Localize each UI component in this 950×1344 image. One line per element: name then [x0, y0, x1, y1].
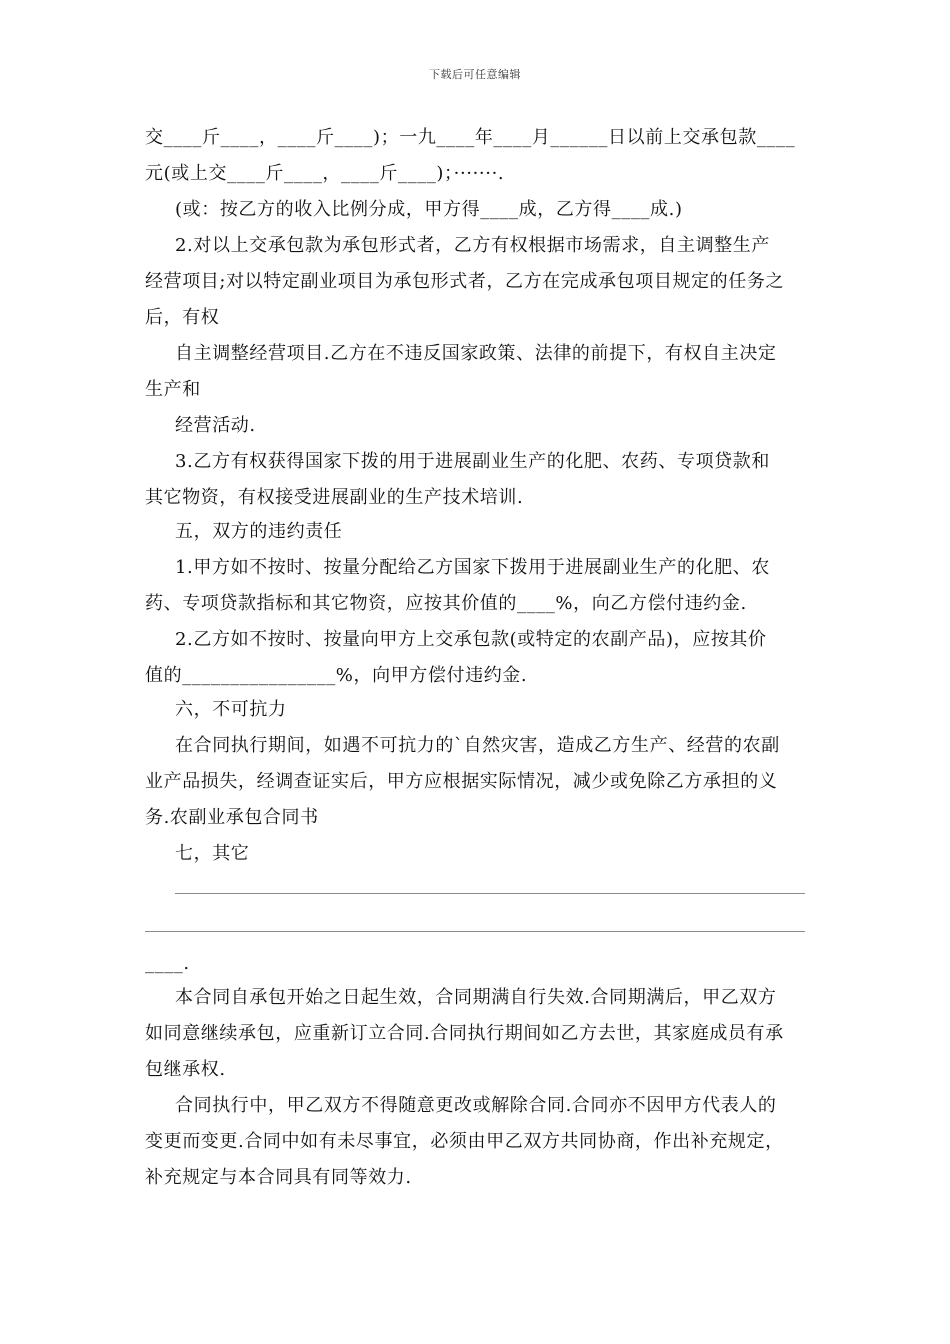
text-line: 2.对以上交承包款为承包形式者，乙方有权根据市场需求，自主调整生产: [175, 235, 770, 256]
text-line: 如同意继续承包，应重新订立合同.合同执行期间如乙方去世，其家庭成员有承: [145, 1023, 784, 1044]
text-line: (或：按乙方的收入比例分成，甲方得____成，乙方得____成.): [175, 199, 683, 220]
page-header: 下载后可任意编辑: [429, 68, 521, 81]
text-line: 后，有权: [145, 307, 220, 328]
text-line: ____.: [145, 953, 190, 974]
blank-fill-line: [175, 893, 805, 894]
text-line: 在合同执行期间，如遇不可抗力的`自然灾害，造成乙方生产、经营的农副: [175, 735, 780, 756]
section-heading: 六，不可抗力: [175, 699, 287, 720]
text-line: 经营项目;对以特定副业项目为承包形式者，乙方在完成承包项目规定的任务之: [145, 271, 785, 292]
text-line: 补充规定与本合同具有同等效力.: [145, 1167, 412, 1188]
text-line: 其它物资，有权接受进展副业的生产技术培训.: [145, 487, 524, 508]
text-line: 自主调整经营项目.乙方在不违反国家政策、法律的前提下，有权自主决定: [175, 343, 777, 364]
blank-fill-line: [145, 931, 805, 932]
text-line: 药、专项贷款指标和其它物资，应按其价值的____%，向乙方偿付违约金.: [145, 593, 747, 614]
text-line: 2.乙方如不按时、按量向甲方上交承包款(或特定的农副产品)，应按其价: [175, 629, 767, 650]
section-heading: 七，其它: [175, 843, 250, 864]
text-line: 元(或上交____斤____，____斤____)；·······.: [145, 163, 505, 184]
section-heading: 五，双方的违约责任: [175, 521, 343, 542]
text-line: 值的________________%，向甲方偿付违约金.: [145, 665, 528, 686]
text-line: 合同执行中，甲乙双方不得随意更改或解除合同.合同亦不因甲方代表人的: [175, 1095, 777, 1116]
text-line: 生产和: [145, 379, 201, 400]
text-line: 业产品损失，经调查证实后，甲方应根据实际情况，减少或免除乙方承担的义: [145, 771, 778, 792]
text-line: 经营活动.: [175, 415, 256, 436]
text-line: 务.农副业承包合同书: [145, 807, 319, 828]
text-line: 交____斤____，____斤____)；一九____年____月______日以前上交承包款____: [145, 127, 796, 148]
text-line: 1.甲方如不按时、按量分配给乙方国家下拨用于进展副业生产的化肥、农: [175, 557, 770, 578]
text-line: 包继承权.: [145, 1059, 226, 1080]
text-line: 本合同自承包开始之日起生效，合同期满自行失效.合同期满后，甲乙双方: [175, 987, 777, 1008]
text-line: 变更而变更.合同中如有未尽事宜，必须由甲乙双方共同协商，作出补充规定，: [145, 1131, 784, 1152]
text-line: 3.乙方有权获得国家下拨的用于进展副业生产的化肥、农药、专项贷款和: [175, 451, 770, 472]
